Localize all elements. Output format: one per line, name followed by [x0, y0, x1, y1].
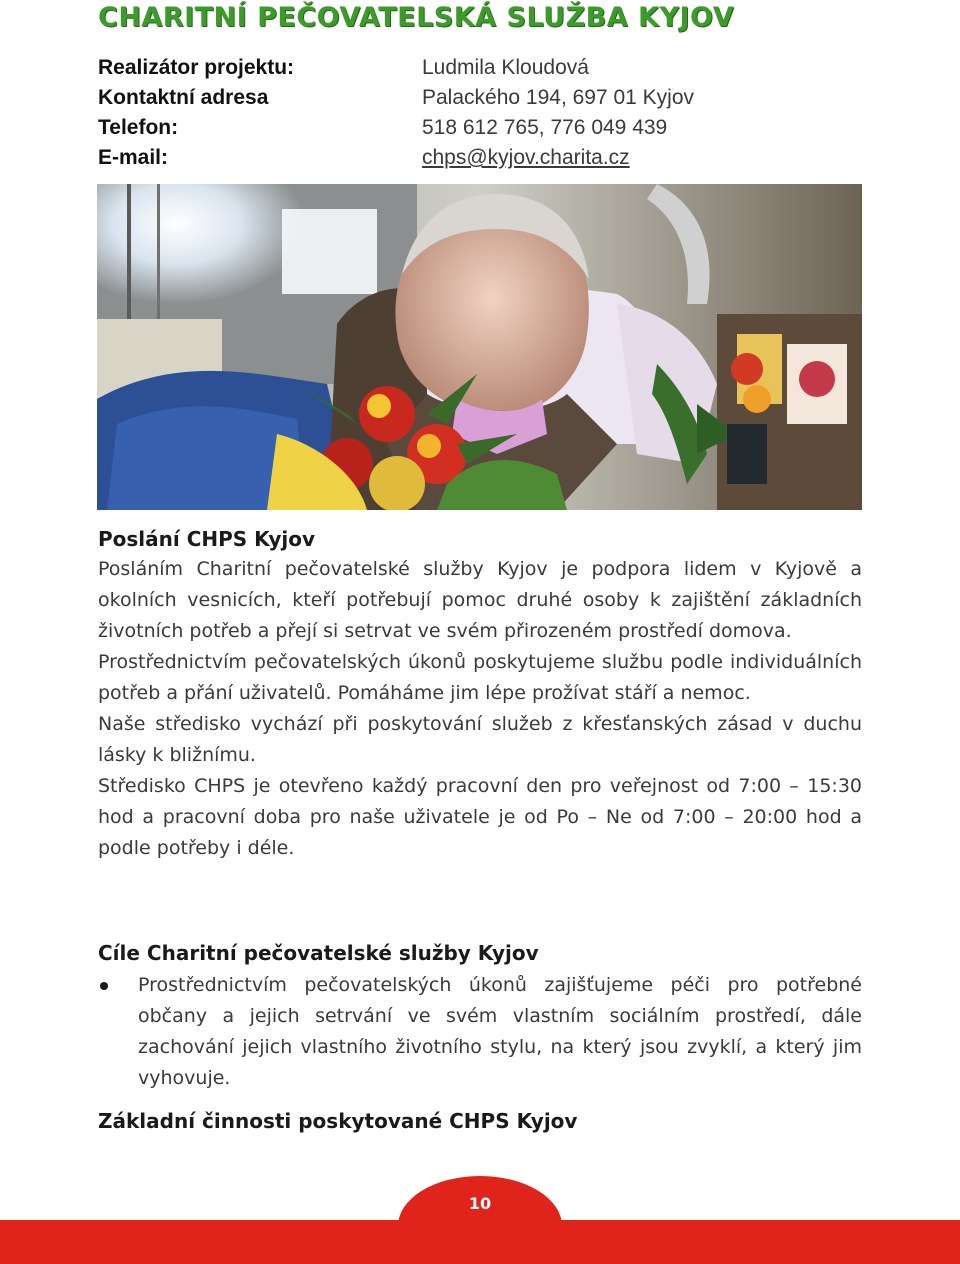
contact-row-address	[98, 83, 878, 113]
mission-paragraph: Naše středisko vychází při poskytování služeb z křesťanských zásad v duchu lásky k bližnímu.	[98, 713, 862, 766]
activities-section	[98, 1106, 862, 1136]
goals-heading: Cíle Charitní pečovatelské služby Kyjov	[98, 941, 539, 965]
contact-row-phone	[98, 113, 878, 143]
contact-label: Kontaktní adresa	[98, 86, 269, 109]
activities-heading: Základní činnosti poskytované CHPS Kyjov	[98, 1109, 578, 1133]
mission-paragraph: Posláním Charitní pečovatelské služby Kyjov je podpora lidem v Kyjově a okolních vesnicích, kteří potřebují pomoc druhé osoby k zajištění základních životních potřeb a přejí si setrvat ve svém přirozeném prostředí domova.	[98, 558, 862, 642]
mission-paragraph: Středisko CHPS je otevřeno každý pracovní den pro veřejnost od 7:00 – 15:30 hod a pracovní doba pro naše uživatele je od Po – Ne od 7:00 – 20:00 hod a podle potřeby i déle.	[98, 775, 862, 859]
contact-label: E-mail:	[98, 146, 169, 169]
mission-paragraph: Prostřednictvím pečovatelských úkonů poskytujeme službu podle individuálních potřeb a přání uživatelů. Pomáháme jim lépe prožívat stáří a nemoc.	[98, 651, 862, 704]
goal-text: Prostřednictvím pečovatelských úkonů zajišťujeme péči pro potřebné občany a jejich setrvání ve svém vlastním sociálním prostředí, dále zachování jejich vlastního životního stylu, na který jsou zvyklí, a který jim vyhovuje.	[138, 974, 862, 1089]
contact-label: Telefon:	[98, 116, 179, 139]
page-title: CHARITNÍ PEČOVATELSKÁ SLUŽBA KYJOV	[98, 2, 735, 33]
goals-list	[98, 970, 862, 1094]
contact-block	[98, 53, 878, 173]
photo-elderly-woman-with-flowers	[97, 184, 862, 510]
list-item	[98, 970, 862, 1094]
bullet-icon	[100, 982, 108, 990]
contact-value: Palackého 194, 697 01 Kyjov	[422, 86, 695, 109]
contact-row-email	[98, 143, 878, 173]
footer-page-tab	[398, 1176, 562, 1264]
goals-section	[98, 938, 862, 1094]
mission-section	[98, 524, 862, 864]
mission-heading: Poslání CHPS Kyjov	[98, 527, 316, 551]
contact-value: 518 612 765, 776 049 439	[422, 116, 668, 139]
photo-illustration	[97, 184, 862, 510]
page-number: 10	[468, 1194, 492, 1213]
contact-row-realizator	[98, 53, 878, 83]
email-link[interactable]: chps@kyjov.charita.cz	[422, 146, 630, 169]
contact-value: Ludmila Kloudová	[422, 56, 589, 79]
contact-label: Realizátor projektu:	[98, 56, 295, 79]
